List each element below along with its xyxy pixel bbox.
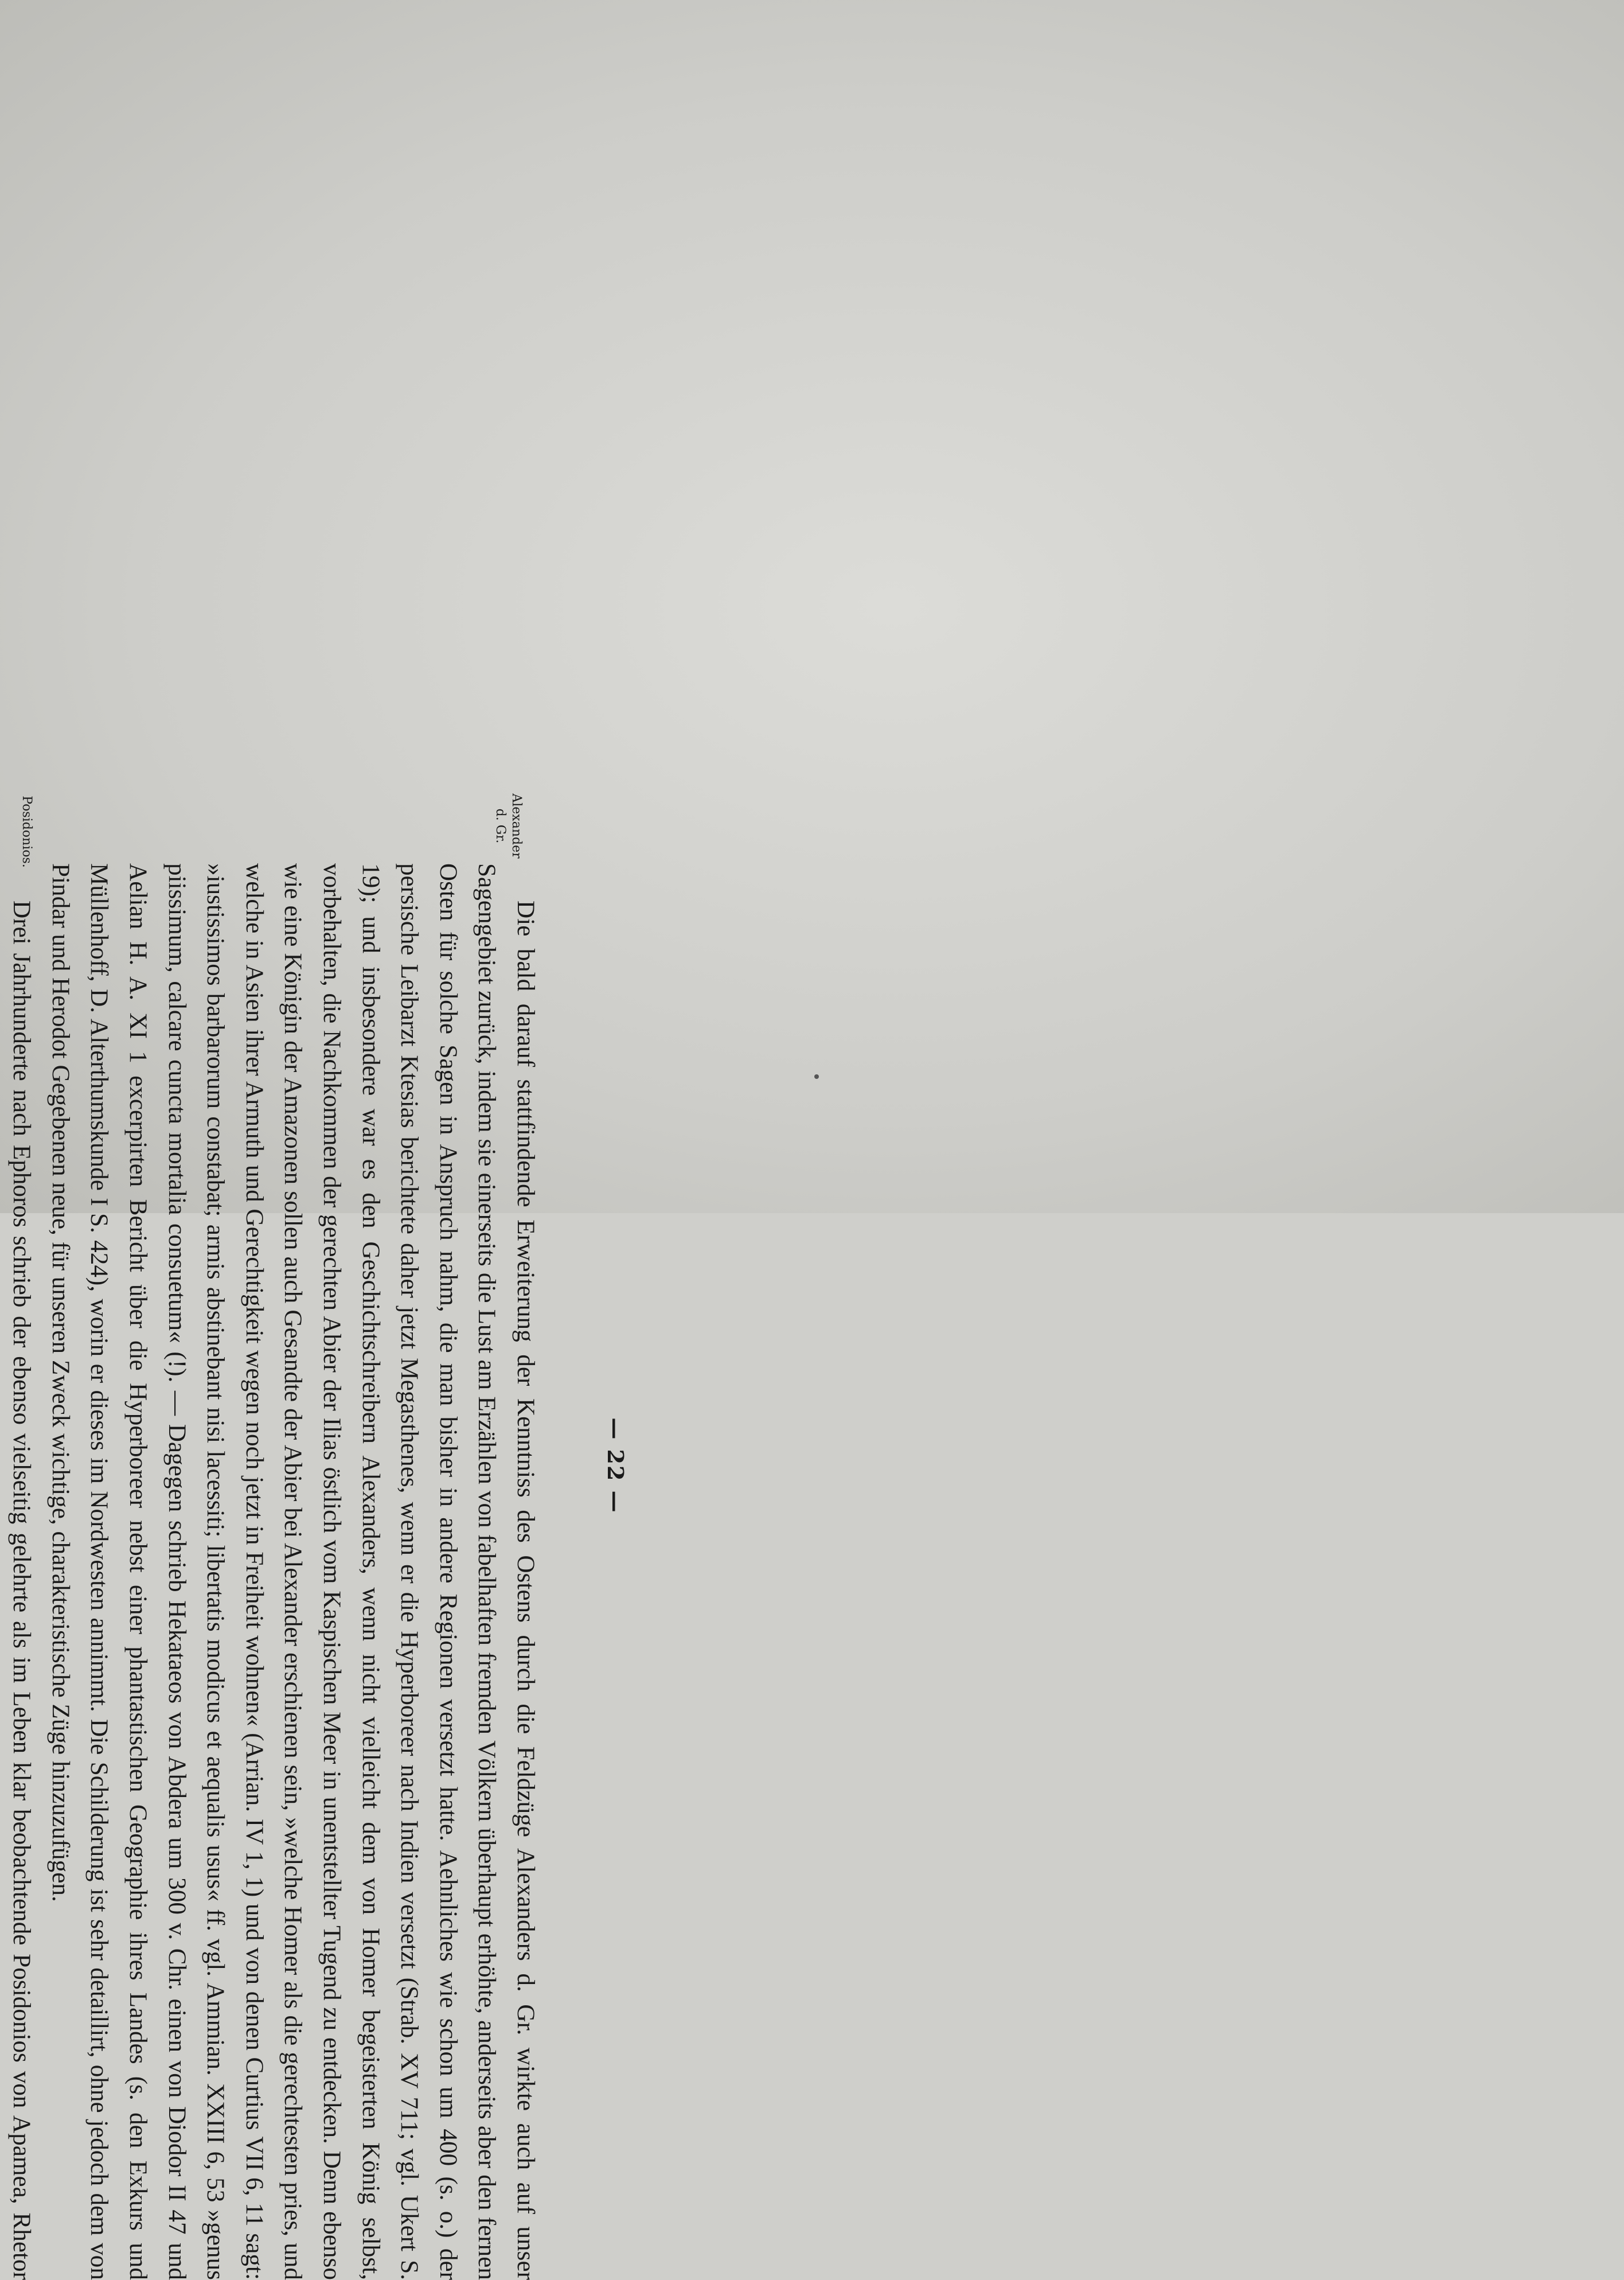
margin-note-alexander: Alexander d. Gr. xyxy=(493,793,524,859)
rotated-book-page xyxy=(0,793,631,2280)
paragraph-alexander: Die bald darauf stattfindende Erweiterung der Kenntniss des Ostens durch die Feldzüge Alexanders d. Gr. wirkte auch auf unser Sagengebiet zurück, indem sie einerseits die Lust am Erzählen von fabelhaften fremden Völkern überhaupt erhöhte, anderseits aber den fernen Osten für solche Sagen in Anspruch nahm, die man bisher in andere Regionen versetzt hatte. Aehnliches wie schon um 400 (s. o.) der persische Leibarzt Ktesias berichtete daher jetzt Megasthenes, wenn er die Hyperboreer nach Indien versetzt (Strab. XV 711; vgl. Ukert S. 19); und insbesondere war es den Geschichtschreibern Alexanders, wenn nicht vielleicht dem von Homer begeisterten König selbst, vorbehalten, die Nachkommen der gerechten Abier der Ilias östlich vom Kaspischen Meer in unentstellter Tugend zu entdecken. Denn ebenso wie eine Königin der Amazonen sollen auch Gesandte der Abier bei Alexander erschienen sein, »welche Homer als die gerechtesten pries, und welche in Asien ihrer Armuth und Gerechtigkeit wegen noch jetzt in Freiheit wohnen« (Arrian. IV 1, 1) und von denen Curtius VII 6, 11 sagt: »iustissimos barbarorum constabat; armis abstinebant nisi lacessiti; libertatis modicus et aequalis usus« ff. vgl. Ammian. XXIII 6, 53 »genus piissimum, calcare cuncta mortalia consuetum« (!). — Dagegen schrieb Hekataeos von Abdera um 300 v. Chr. einen von Diodor II 47 und Aelian H. A. XI 1 excerpirten Bericht über die Hyperboreer nebst einer phantastischen Geographie ihres Landes (s. den Exkurs und Müllenhoff, D. Alterthumskunde I S. 424), worin er dieses im Nordwesten annimmt. Die Schilderung ist sehr detaillirt, ohne jedoch dem von Pindar und Herodot Gegebenen neue, für unseren Zweck wichtige, charakteristische Züge hinzuzufügen. xyxy=(46,863,539,2280)
body-text xyxy=(0,863,545,2280)
paragraph-posidonios: Drei Jahrhunderte nach Ephoros schrieb der ebenso vielseitig gelehrte als im Leben klar beobachtende Posidonios von Apamea, Rhetor xyxy=(8,901,36,2280)
ink-speck xyxy=(814,1074,819,1079)
page-number: — 22 — xyxy=(603,1417,628,1514)
margin-note-posidonios: Posidonios. xyxy=(19,796,34,868)
